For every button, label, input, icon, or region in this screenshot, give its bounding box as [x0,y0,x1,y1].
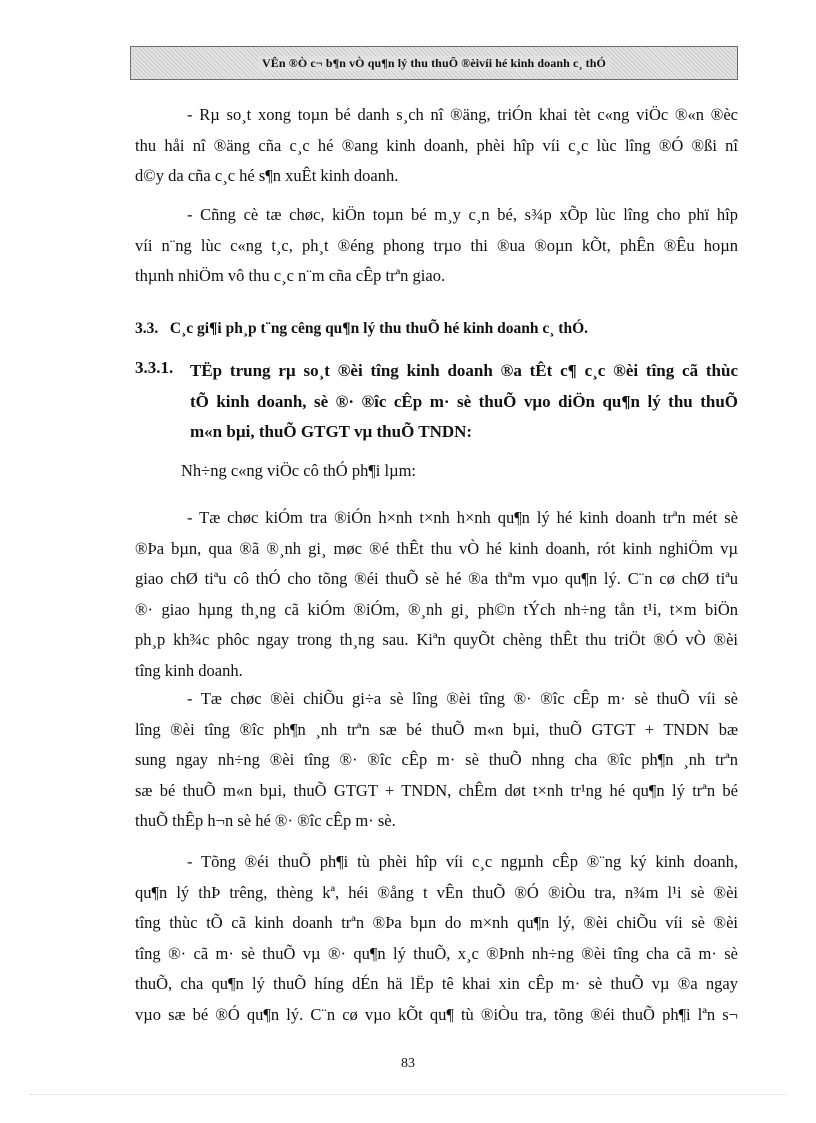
running-header [130,46,738,80]
subsection-title-line: TËp trung rµ so¸t ®èi tîng kinh doanh ®a tÊt c¶ c¸c ®èi tîng cã thùc [190,361,738,380]
section-number: 3.3. [135,320,159,337]
intro-line [135,456,738,487]
paragraph-line: thuÕ thÊp h¬n sè hé ®· ®îc cÊp m· sè. [135,811,396,830]
intro-text: Nh÷ng c«ng viÖc cô thÓ ph¶i lµm: [181,461,417,480]
subsection-title-line: tÕ kinh doanh, sè ®· ®îc cÊp m· sè thuÕ vµo diÖn qu¶n lý thu thuÕ [190,391,738,411]
section-heading [135,320,588,338]
paragraph-line: tîng thùc tÕ cã kinh doanh trªn ®Þa bµn do m×nh qu¶n lý, ®èi chiÕu víi sè ®èi [135,913,738,932]
paragraph-line: tîng kinh doanh. [135,660,243,680]
running-header-title: VÊn ®Ò c¬ b¶n vÒ qu¶n lý thu thuÕ ®èivíi hé kinh doanh c¸ thÓ [258,56,610,71]
paragraph-line: thµnh nhiÖm vô thu c¸c n¨m cña cÊp trªn giao. [135,266,446,285]
paragraph-line: sæ bé thuÕ m«n bµi, thuÕ GTGT + TNDN, chÊm døt t×nh tr¹ng hé qu¶n lý trªn bé [135,780,738,800]
paragraph-organization [135,200,738,292]
page-number: 83 [401,1056,415,1071]
paragraph-line: - Cñng cè tæ chøc, kiÖn toµn bé m¸y c¸n bé, s¾p xÕp lùc lîng cho phï hîp [187,205,738,224]
paragraph-line: qu¶n lý thÞ trêng, thèng kª, héi ®ång t vÊn thuÕ ®Ó ®iÒu tra, n¾m l¹i sè ®èi [135,882,738,902]
paragraph-reconciliation [135,684,738,837]
paragraph-line: vµo sæ bé ®Ó qu¶n lý. C¨n cø vµo kÕt qu¶ tù ®iÒu tra, tõng ®éi thuÕ ph¶i lªn s¬ [135,1004,738,1024]
subsection-title-line: m«n bµi, thuÕ GTGT vµ thuÕ TNDN: [190,422,473,441]
paragraph-line: - Tæ chøc kiÓm tra ®iÓn h×nh t×nh h×nh qu¶n lý hé kinh doanh trªn mét sè [187,508,738,527]
paragraph-line: thuÕ, cha qu¶n lý thuÕ híng dÉn hä lËp tê khai xin cÊp m· sè thuÕ vµ ®a ngay [135,974,738,993]
paragraph-line: ®· giao hµng th¸ng cã kiÓm ®iÓm, ®¸nh gi¸ ph©n tÝch nh÷ng tån t¹i, t×m biÖn [135,599,738,619]
paragraph-line: d©y da cña c¸c hé s¶n xuÊt kinh doanh. [135,166,399,185]
paragraph-line: - Tõng ®éi thuÕ ph¶i tù phèi hîp víi c¸c ngµnh cÊp ®¨ng ký kinh doanh, [187,852,738,871]
paragraph-line: giao chØ tiªu cô thÓ cho tõng ®éi thuÕ sè hé ®a thªm vµo qu¶n lý. C¨n cø chØ tiªu [135,569,738,588]
subsection-title [190,356,738,448]
paragraph-line: - Rµ so¸t xong toµn bé danh s¸ch nî ®äng, triÓn khai tèt c«ng viÖc ®«n ®èc [187,105,738,124]
paragraph-line: thu håi nî ®äng cña c¸c hé ®ang kinh doanh, phèi hîp víi c¸c lùc lîng ®Ó ®ßi nî [135,135,738,155]
paragraph-line: víi n¨ng lùc c«ng t¸c, ph¸t ®éng phong trµo thi ®ua ®oµn kÕt, phÊn ®Êu hoµn [135,235,738,255]
paragraph-line: - Tæ chøc ®èi chiÕu gi÷a sè lîng ®èi tîng ®· ®îc cÊp m· sè thuÕ víi sè [187,689,738,708]
paragraph-line: lîng ®èi tîng ®îc ph¶n ¸nh trªn sæ bé thuÕ m«n bµi, thuÕ GTGT + TNDN bæ [135,719,738,739]
paragraph-inspection [135,503,738,686]
subsection-number: 3.3.1. [135,358,174,377]
paragraph-line: sung ngay nh÷ng ®èi tîng ®· ®îc cÊp m· sè thuÕ nhng cha ®îc ph¶n ¸nh trªn [135,750,738,769]
footer-divider [30,1094,786,1095]
section-title: C¸c gi¶i ph¸p t¨ng cêng qu¶n lý thu thuÕ hé kinh doanh c¸ thÓ. [169,320,588,337]
paragraph-coordination [135,847,738,1030]
paragraph-line: ®Þa bµn, qua ®ã ®¸nh gi¸ møc ®é thÊt thu vÒ hé kinh doanh, rót kinh nghiÖm vµ [135,538,738,558]
paragraph-line: ph¸p kh¾c phôc ngay trong th¸ng sau. Kiªn quyÕt chèng thÊt thu triÖt ®Ó vÒ ®èi [135,630,738,649]
paragraph-line: tîng ®· cã m· sè thuÕ vµ ®· qu¶n lý thuÕ, x¸c ®Þnh nh÷ng ®èi tîng cha cã m· sè [135,943,738,963]
paragraph-debt-collection [135,100,738,192]
